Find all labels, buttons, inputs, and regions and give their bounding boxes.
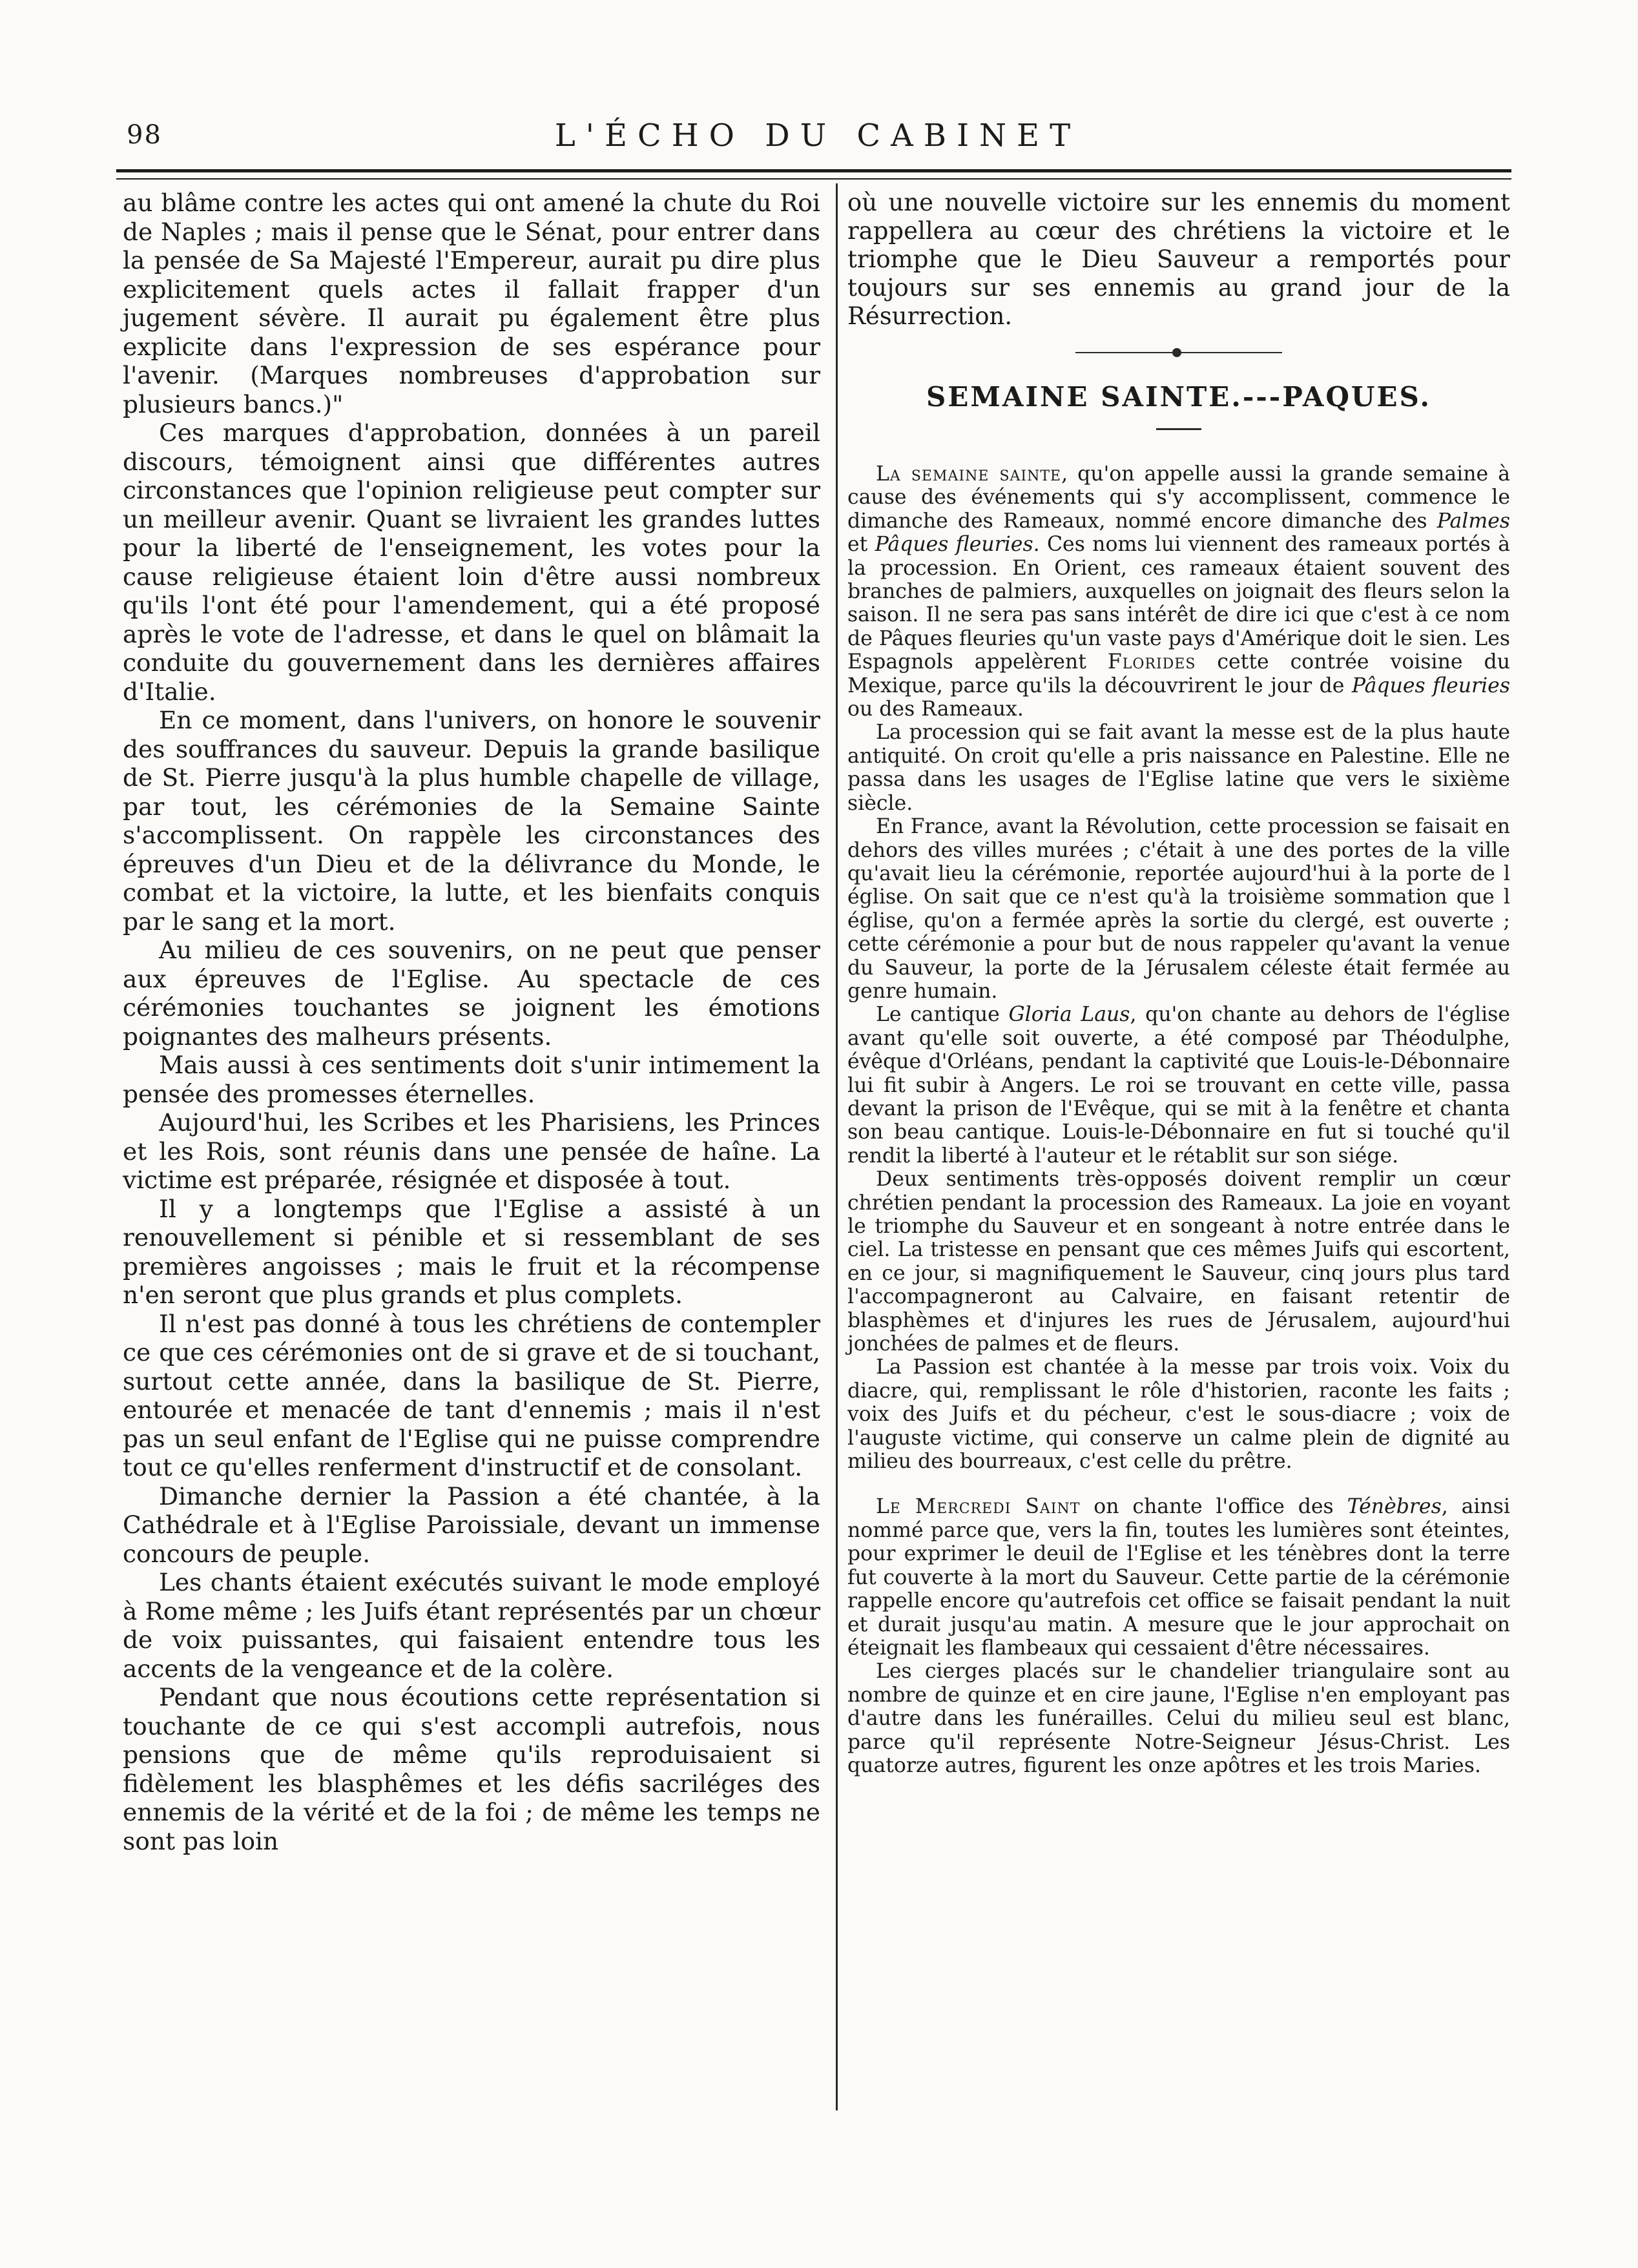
article-paragraph: La semaine sainte, qu'on appelle aussi la grande semaine à cause des événements qui s'y accomplissent, commence le dimanche des Rameaux, nommé encore dimanche des Palmes et Pâques fleuries. Ces noms lui viennent des rameaux portés à la procession. En Orient, ces rameaux étaient souvent des branches de palmiers, auxquelles on joignait des fleurs selon la saison. Il ne sera pas sans intérêt de dire ici que c'est à ce nom de Pâques fleuries qu'un vaste pays d'Amérique doit le sien. Les Espagnols appelèrent Florides cette contrée voisine du Mexique, parce qu'ils la découvrirent le jour de Pâques fleuries ou des Rameaux. (847, 462, 1511, 721)
lead-words: Le Mercredi Saint (876, 1495, 1081, 1519)
left-paragraph: Aujourd'hui, les Scribes et les Pharisiens, les Princes et les Rois, sont réunis dans une pensée de haîne. La victime est préparée, résignée et disposée à tout. (123, 1108, 820, 1194)
left-paragraph: Au milieu de ces souvenirs, on ne peut que penser aux épreuves de l'Eglise. Au spectacle de ces cérémonies touchantes se joignent les émotions poignantes des malheurs présents. (123, 936, 820, 1051)
article-paragraph: Le cantique Gloria Laus, qu'on chante au dehors de l'église avant qu'elle soit ouverte, a été composé par Théodulphe, évêque d'Orléans, pendant la captivité que Louis-le-Débonnaire lui fit subir à Angers. Le roi se trouvant en cette ville, passa devant la prison de l'Evêque, qui se mit à la fenêtre et chanta son beau cantique. Louis-le-Débonnaire en fut si touché qu'il rendit la liberté à l'auteur et le rétablit sur son siége. (847, 1003, 1510, 1168)
left-paragraph: au blâme contre les actes qui ont amené la chute du Roi de Naples ; mais il pense que le Sénat, pour entrer dans la pensée de Sa Majesté l'Empereur, aurait pu dire plus explicitement quels actes il fallait frapper d'un jugement sévère. Il aurait pu également être plus explicite dans l'expression de ses espérance pour l'avenir. (Marques nombreuses d'approbation sur plusieurs bancs.)" (123, 189, 820, 418)
right-column (847, 189, 1510, 1777)
header-rule-thin (116, 178, 1511, 180)
page-header (127, 115, 1509, 160)
left-paragraph: Mais aussi à ces sentiments doit s'unir intimement la pensée des promesses éternelles. (123, 1051, 820, 1108)
section-title: SEMAINE SAINTE.---PAQUES. (926, 381, 1432, 413)
lead-words: La semaine sainte (876, 462, 1062, 486)
article-paragraph: La Passion est chantée à la messe par trois voix. Voix du diacre, qui, remplissant le rôle d'historien, raconte les faits ; voix des Juifs et du pécheur, c'est le sous-diacre ; voix de l'auguste victime, qui conserve un calme plein de dignité au milieu des bourreaux, c'est celle du prêtre. (847, 1356, 1510, 1474)
left-column (123, 189, 820, 1855)
article-paragraph: Les cierges placés sur le chandelier triangulaire sont au nombre de quinze et en cire jaune, l'Eglise n'en employant pas d'autre dans les funérailles. Celui du milieu seul est blanc, parce qu'il représente Notre-Seigneur Jésus-Christ. Les quatorze autres, figurent les onze apôtres et les trois Maries. (847, 1660, 1510, 1777)
right-continuation: où une nouvelle victoire sur les ennemis du moment rappellera au cœur des chrétiens la victoire et le triomphe que le Dieu Sauveur a remportés pour toujours sur ses ennemis au grand jour de la Résurrection. (847, 189, 1510, 330)
article-paragraph: En France, avant la Révolution, cette procession se faisait en dehors des villes murées ; c'était à une des portes de la ville qu'avait lieu la cérémonie, reportée aujourd'hui à la porte de l église. On sait que ce n'est qu'à la troisième sommation que l église, qu'on a fermée après la sortie du clergé, est ouverte ; cette cérémonie a pour but de nous rappeler qu'avant la venue du Sauveur, la porte de la Jérusalem céleste était fermée au genre humain. (847, 815, 1510, 1003)
left-paragraph: Ces marques d'approbation, données à un pareil discours, témoignent ainsi que différentes autres circonstances que l'opinion religieuse peut compter sur un meilleur avenir. Quant se livraient les grandes luttes pour la liberté de l'enseignement, les votes pour la cause religieuse étaient loin d'être aussi nombreux qu'ils l'ont été pour l'amendement, qui a été proposé après le vote de l'adresse, et dans le quel on blâmait la conduite du gouvernement dans les dernières affaires d'Italie. (123, 418, 820, 706)
article-paragraph: Le Mercredi Saint on chante l'office des Ténèbres, ainsi nommé parce que, vers la fin, toutes les lumières sont éteintes, pour exprimer le deuil de l'Eglise et les ténèbres dont la terre fut couverte à la mort du Sauveur. Cette partie de la cérémonie rappelle encore qu'autrefois cet office se faisait pendant la nuit et durait jusqu'au matin. A mesure que le jour approchait on éteignait les flambeaux qui cessaient d'être nécessaires. (847, 1495, 1510, 1660)
left-paragraph: Les chants étaient exécutés suivant le mode employé à Rome même ; les Juifs étant représentés par un chœur de voix puissantes, qui faisaient entendre tous les accents de la vengeance et de la colère. (123, 1568, 820, 1683)
column-divider (836, 183, 838, 2110)
title-rule (1156, 428, 1201, 430)
article-body (847, 462, 1510, 1777)
header-rule-thick (116, 169, 1511, 172)
left-paragraph: Il y a longtemps que l'Eglise a assisté à un renouvellement si pénible et si ressemblant de ses premières angoisses ; mais le fruit et la récompense n'en seront que plus grands et plus complets. (123, 1194, 820, 1309)
section-ornament (1075, 347, 1282, 358)
running-title: L'ÉCHO DU CABINET (554, 118, 1081, 154)
article-paragraph: La procession qui se fait avant la messe est de la plus haute antiquité. On croit qu'elle a pris naissance en Palestine. Elle ne passa dans les usages de l'Eglise latine que vers le sixième siècle. (847, 721, 1510, 815)
left-paragraph: Pendant que nous écoutions cette représentation si touchante de ce qui s'est accompli autrefois, nous pensions que de même qu'ils reproduisaient si fidèlement les blasphêmes et les défis sacriléges des ennemis de la vérité et de la foi ; de même les temps ne sont pas loin (123, 1683, 820, 1855)
left-paragraph: Dimanche dernier la Passion a été chantée, à la Cathédrale et à l'Eglise Paroissiale, devant un immense concours de peuple. (123, 1481, 820, 1568)
left-paragraph: Il n'est pas donné à tous les chrétiens de contempler ce que ces cérémonies ont de si grave et de si touchant, surtout cette année, dans la basilique de St. Pierre, entourée et menacée de tant d'ennemis ; mais il n'est pas un seul enfant de l'Eglise qui ne puisse comprendre tout ce qu'elles renferment d'instructif et de consolant. (123, 1309, 820, 1481)
page-number: 98 (127, 120, 162, 150)
article-paragraph: Deux sentiments très-opposés doivent remplir un cœur chrétien pendant la procession des Rameaux. La joie en voyant le triomphe du Sauveur et en songeant à notre entrée dans le ciel. La tristesse en pensant que ces mêmes Juifs qui escortent, en ce jour, si magnifiquement le Sauveur, cinq jours plus tard l'accompagneront au Calvaire, en faisant retentir de blasphèmes et d'injures les rues de Jérusalem, aujourd'hui jonchées de palmes et de fleurs. (847, 1168, 1510, 1356)
left-paragraph: En ce moment, dans l'univers, on honore le souvenir des souffrances du sauveur. Depuis la grande basilique de St. Pierre jusqu'à la plus humble chapelle de village, par tout, les cérémonies de la Semaine Sainte s'accomplissent. On rappèle les circonstances des épreuves d'un Dieu et de la délivrance du Monde, le combat et la victoire, la lutte, et les bienfaits conquis par le sang et la mort. (123, 706, 820, 936)
